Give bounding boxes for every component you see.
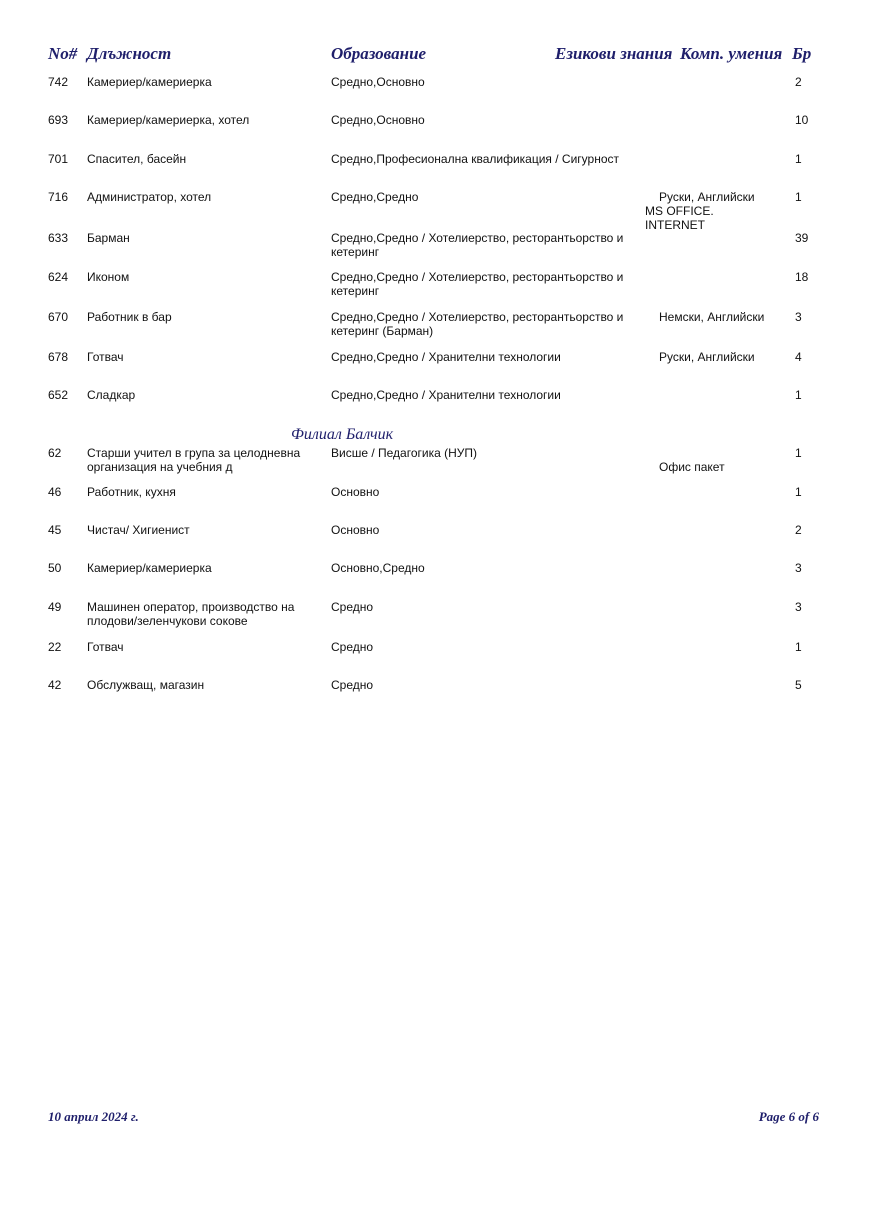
header-no: No#	[48, 44, 78, 63]
cell-no: 624	[48, 270, 69, 284]
cell-position: Спасител, басейн	[87, 152, 187, 166]
cell-position: Чистач/ Хигиенист	[87, 523, 190, 537]
cell-no: 42	[48, 678, 62, 692]
cell-no: 742	[48, 75, 69, 89]
cell-count: 1	[795, 152, 802, 166]
header-skills: Комп. умения	[680, 44, 783, 63]
cell-count: 18	[795, 270, 809, 284]
cell-no: 716	[48, 190, 69, 204]
cell-count: 1	[795, 446, 802, 460]
cell-skills: Немски, Английски	[659, 310, 765, 324]
cell-count: 5	[795, 678, 802, 692]
cell-count: 1	[795, 190, 802, 204]
branch-title: Филиал Балчик	[291, 426, 394, 443]
cell-skills: Офис пакет	[659, 460, 725, 474]
cell-no: 678	[48, 350, 69, 364]
cell-education: Средно,Средно / Хотелиерство, ресторантьорство и кетеринг (Барман)	[331, 310, 624, 338]
cell-count: 4	[795, 350, 802, 364]
cell-no: 49	[48, 600, 62, 614]
cell-position: Барман	[87, 231, 130, 245]
cell-education: Средно	[331, 600, 374, 614]
cell-count: 1	[795, 485, 802, 499]
header-education: Образование	[331, 44, 427, 63]
cell-position: Камериер/камериерка, хотел	[87, 113, 250, 127]
cell-education: Основно	[331, 485, 380, 499]
cell-no: 633	[48, 231, 69, 245]
cell-count: 1	[795, 640, 802, 654]
cell-count: 3	[795, 310, 802, 324]
cell-no: 693	[48, 113, 69, 127]
cell-no: 22	[48, 640, 62, 654]
cell-position: Камериер/камериерка	[87, 561, 212, 575]
cell-position: Сладкар	[87, 388, 136, 402]
cell-education: Средно,Средно / Хранителни технологии	[331, 388, 561, 402]
cell-no: 46	[48, 485, 62, 499]
cell-position: Старши учител в група за целодневна организация на учебния д	[87, 446, 301, 474]
cell-position: Машинен оператор, производство на плодови/зеленчукови сокове	[87, 600, 295, 628]
cell-no: 701	[48, 152, 69, 166]
footer-date: 10 април 2024 г.	[48, 1109, 139, 1124]
cell-count: 1	[795, 388, 802, 402]
header-position: Длъжност	[87, 44, 172, 63]
cell-education: Средно,Средно / Хотелиерство, ресторантьорство и кетеринг	[331, 231, 624, 259]
cell-count: 3	[795, 561, 802, 575]
cell-no: 652	[48, 388, 69, 402]
cell-position: Готвач	[87, 350, 124, 364]
cell-skills: Руски, Английски	[659, 350, 755, 364]
cell-count: 2	[795, 523, 802, 537]
cell-count: 2	[795, 75, 802, 89]
cell-position: Обслужващ, магазин	[87, 678, 205, 692]
cell-position: Администратор, хотел	[87, 190, 212, 204]
cell-count: 3	[795, 600, 802, 614]
cell-education: Средно	[331, 678, 374, 692]
cell-education: Средно,Средно	[331, 190, 419, 204]
header-count: Бр	[792, 44, 812, 63]
cell-position: Иконом	[87, 270, 130, 284]
cell-education: Средно,Професионална квалификация / Сигурност	[331, 152, 620, 166]
cell-count: 39	[795, 231, 809, 245]
header-languages: Езикови знания	[555, 44, 673, 63]
cell-education: Средно,Средно / Хотелиерство, ресторантьорство и кетеринг	[331, 270, 624, 298]
footer-page-number: Page 6 of 6	[758, 1109, 819, 1124]
cell-no: 45	[48, 523, 62, 537]
cell-no: 670	[48, 310, 69, 324]
cell-education: Основно	[331, 523, 380, 537]
cell-no: 62	[48, 446, 62, 460]
cell-position: Работник, кухня	[87, 485, 176, 499]
cell-education: Средно	[331, 640, 374, 654]
cell-position: Работник в бар	[87, 310, 172, 324]
cell-education: Средно,Основно	[331, 113, 425, 127]
cell-position: Готвач	[87, 640, 124, 654]
cell-education: Средно,Средно / Хранителни технологии	[331, 350, 561, 364]
cell-skills: Руски, Английски	[659, 190, 755, 204]
cell-position: Камериер/камериерка	[87, 75, 212, 89]
cell-education: Висше / Педагогика (НУП)	[331, 446, 478, 460]
cell-count: 10	[795, 113, 809, 127]
cell-education: Средно,Основно	[331, 75, 425, 89]
cell-languages: MS OFFICE. INTERNET	[645, 204, 714, 232]
cell-education: Основно,Средно	[331, 561, 425, 575]
cell-no: 50	[48, 561, 62, 575]
